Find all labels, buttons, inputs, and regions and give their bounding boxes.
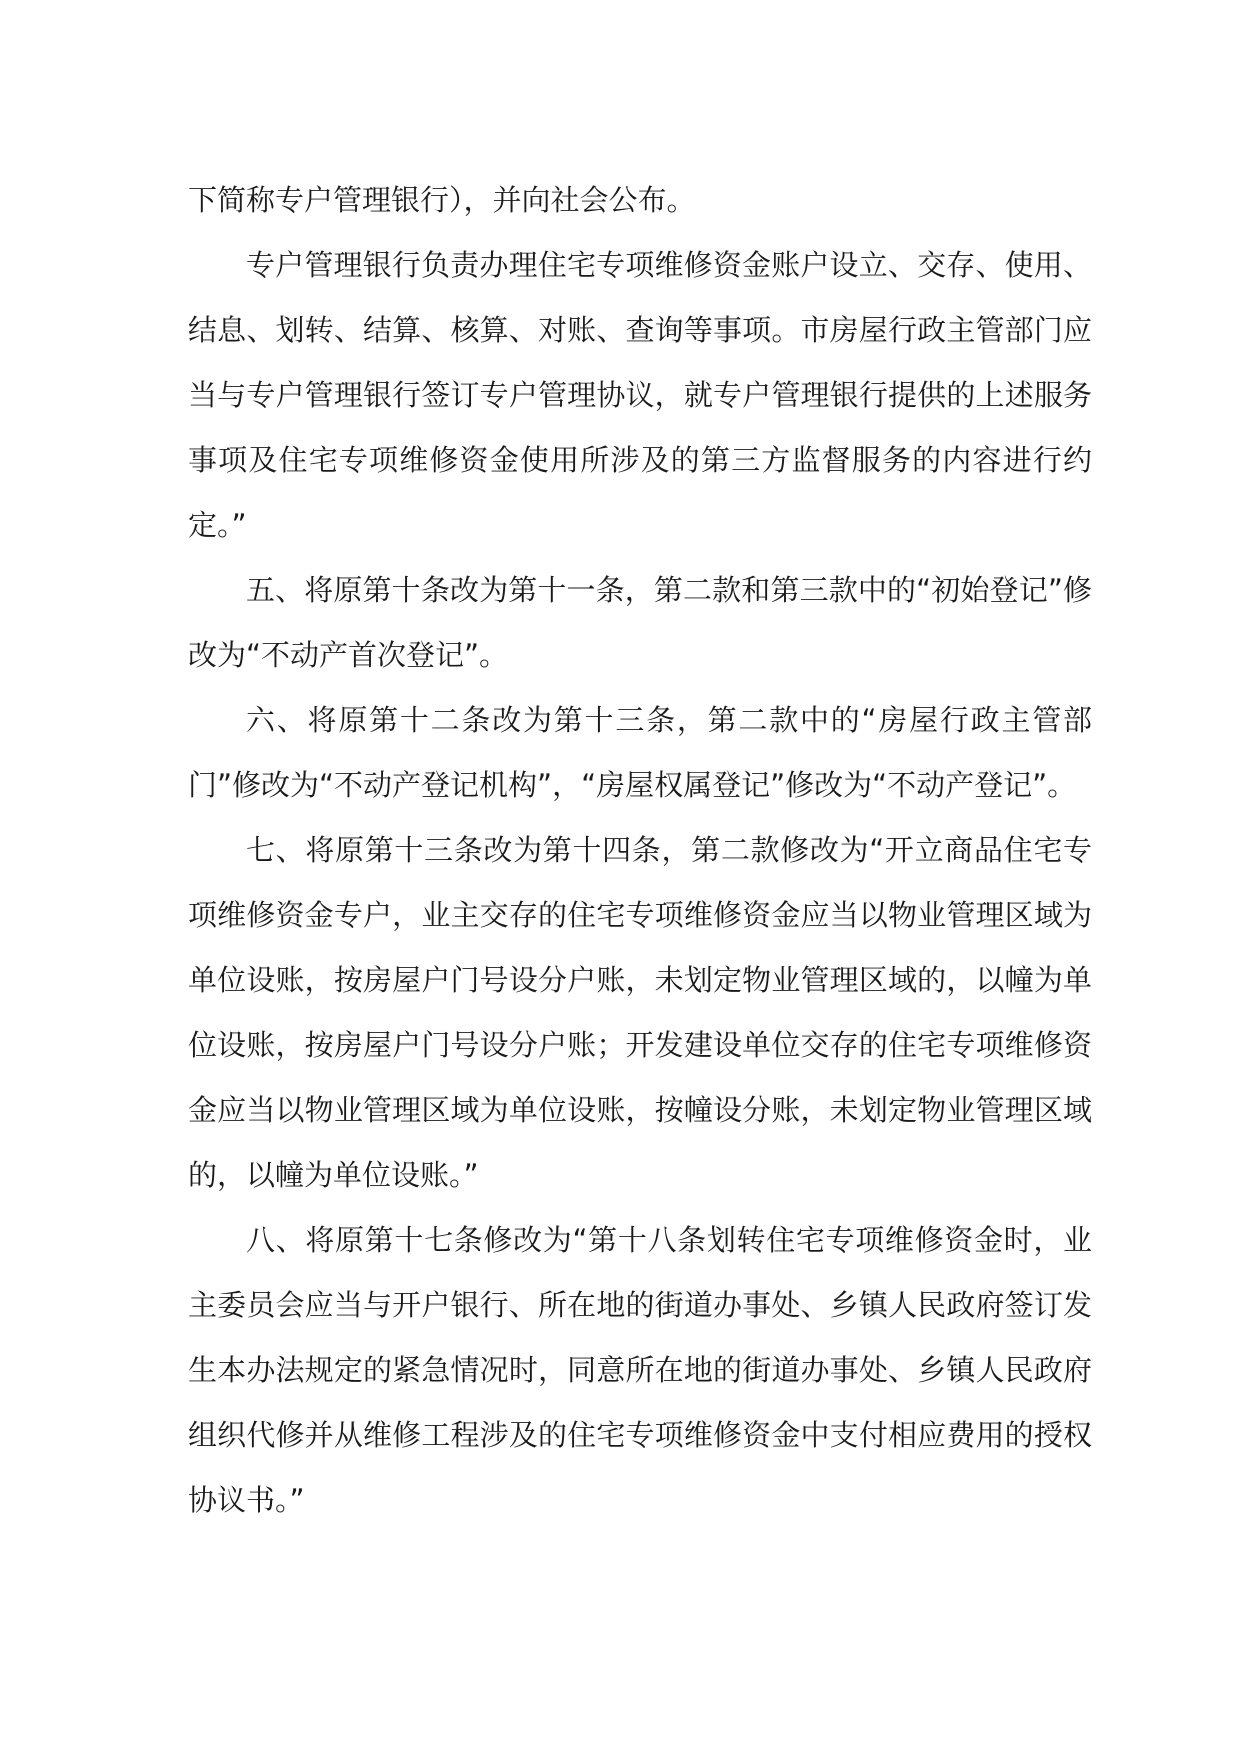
paragraph-bank-duties: 专户管理银行负责办理住宅专项维修资金账户设立、交存、使用、结息、划转、结算、核算、对账、查询等事项。市房屋行政主管部门应当与专户管理银行签订专户管理协议，就专户管理银行提供的上述服务事项及住宅专项维修资金使用所涉及的第三方监督服务的内容进行约定。” — [188, 248, 1092, 542]
paragraph-continuation: 下简称专户管理银行），并向社会公布。 — [188, 183, 696, 217]
document-body — [188, 168, 1092, 1533]
paragraph-item-five: 五、将原第十条改为第十一条，第二款和第三款中的“初始登记”修改为“不动产首次登记”。 — [188, 573, 1092, 672]
paragraph-item-six: 六、将原第十二条改为第十三条，第二款中的“房屋行政主管部门”修改为“不动产登记机构”，“房屋权属登记”修改为“不动产登记”。 — [188, 703, 1092, 802]
paragraph-item-eight: 八、将原第十七条修改为“第十八条划转住宅专项维修资金时，业主委员会应当与开户银行、所在地的街道办事处、乡镇人民政府签订发生本办法规定的紧急情况时，同意所在地的街道办事处、乡镇人民政府组织代修并从维修工程涉及的住宅专项维修资金中支付相应费用的授权协议书。” — [188, 1223, 1092, 1517]
paragraph-item-seven: 七、将原第十三条改为第十四条，第二款修改为“开立商品住宅专项维修资金专户，业主交存的住宅专项维修资金应当以物业管理区域为单位设账，按房屋户门号设分户账，未划定物业管理区域的，以幢为单位设账，按房屋户门号设分户账；开发建设单位交存的住宅专项维修资金应当以物业管理区域为单位设账，按幢设分账，未划定物业管理区域的，以幢为单位设账。” — [188, 833, 1092, 1192]
